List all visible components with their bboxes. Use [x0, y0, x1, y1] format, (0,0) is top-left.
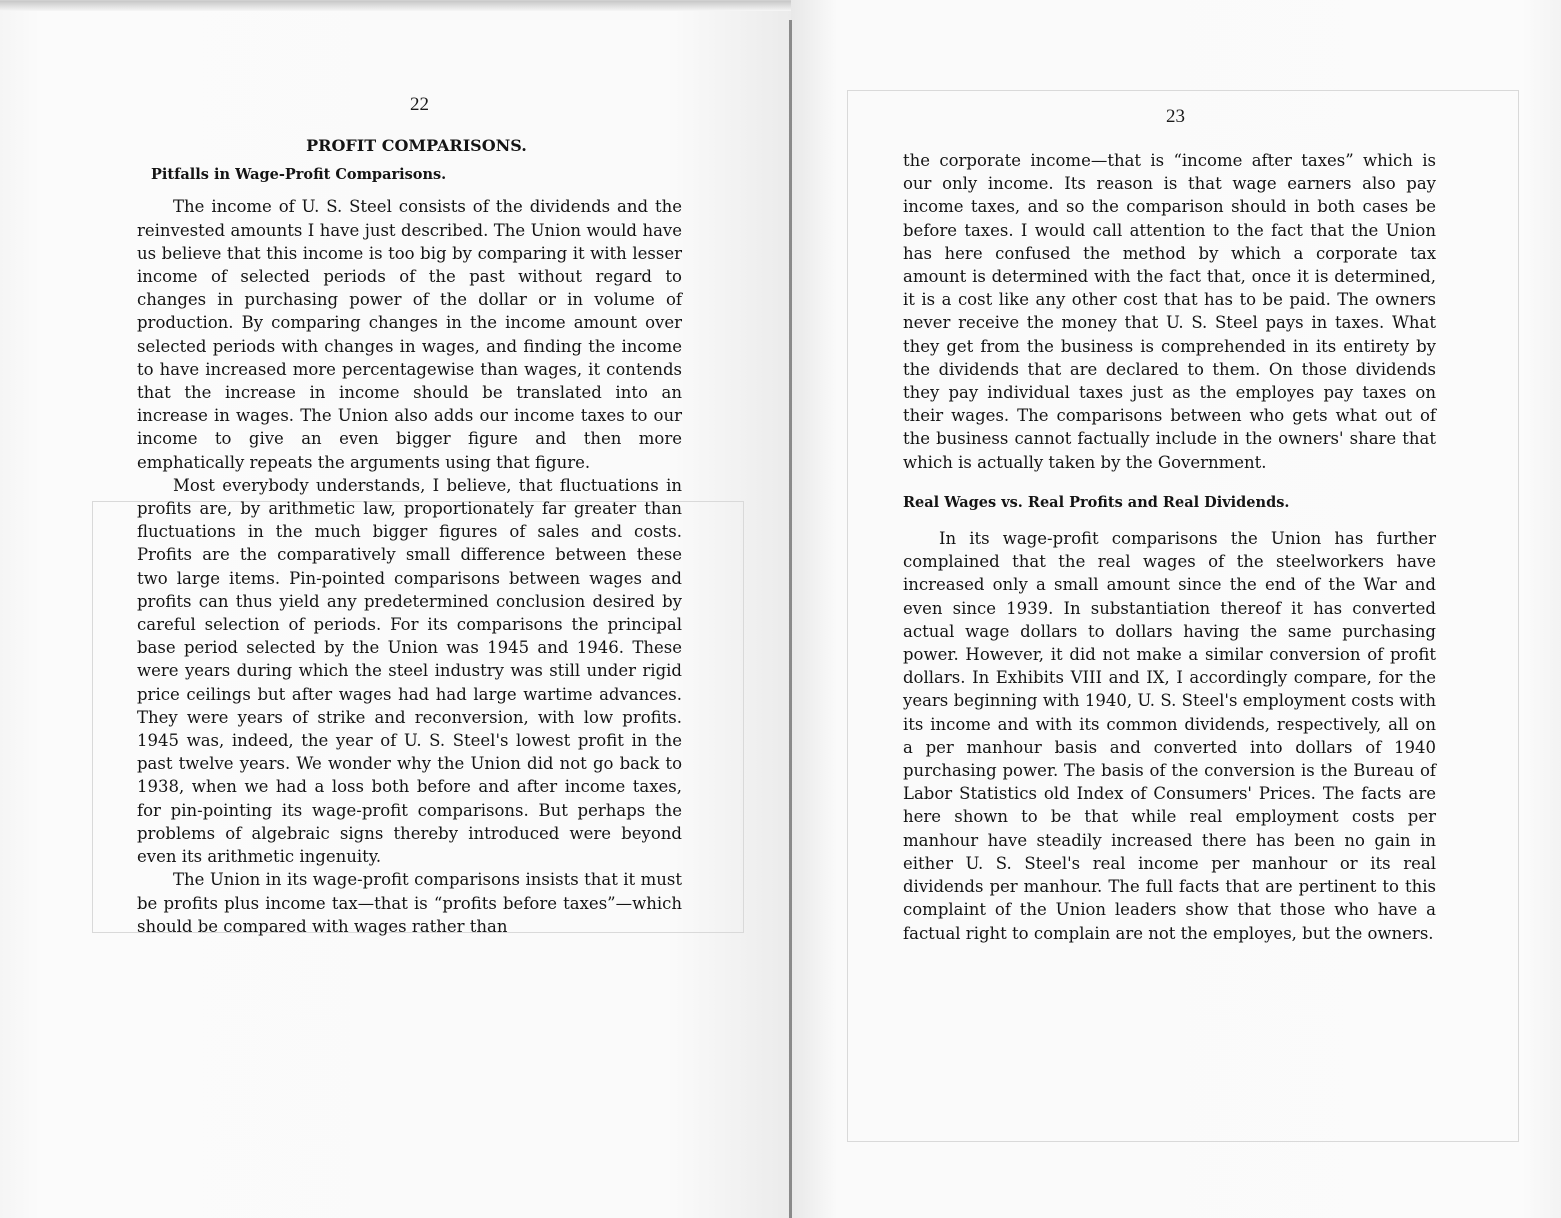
subsection-heading: Pitfalls in Wage-Profit Comparisons. [151, 166, 447, 184]
paragraph: the corporate income—that is “income after taxes” which is our only income. Its reason is that wage earners also pay income taxes, and so the comparison should in both cases be before taxes. I would call attention to the fact that the Union has here confused the method by which a corporate tax amount is determined with the fact that, once it is determined, it is a cost like any other cost that has to be paid. The owners never receive the money that U. S. Steel pays in taxes. What they get from the business is comprehended in its entirety by the dividends that are declared to them. On those dividends they pay individual taxes just as the employes pay taxes on their wages. The comparisons between who gets what out of the business cannot factually include in the owners' share that which is actually taken by the Government. [903, 151, 1436, 472]
binding-gutter [789, 20, 792, 1218]
page-top-edge [0, 1, 791, 11]
paragraph: In its wage-profit comparisons the Union has further complained that the real wages of the steelworkers have increased only a small amount since the end of the War and even since 1939. In substantiation thereof it has converted actual wage dollars to dollars having the same purchasing power. However, it did not make a similar conversion of profit dollars. In Exhibits VIII and IX, I accordingly compare, for the years beginning with 1940, U. S. Steel's employment costs with its income and with its common dividends, respectively, all on a per manhour basis and converted into dollars of 1940 purchasing power. The basis of the conversion is the Bureau of Labor Statistics old Index of Consumers' Prices. The facts are here shown to be that while real employment costs per manhour have steadily increased there has been no gain in either U. S. Steel's real income per manhour or its real dividends per manhour. The full facts that are pertinent to this complaint of the Union leaders show that those who have a factual right to complain are not the employes, but the owners. [903, 529, 1436, 943]
right-page [791, 0, 1561, 1218]
paragraph: Most everybody understands, I believe, that fluctuations in profits are, by arithmetic law, proportionately far greater than fluctuations in the much bigger figures of sales and costs. Profits are the comparatively small difference between these two large items. Pin-pointed comparisons between wages and profits can thus yield any predetermined conclusion desired by careful selection of periods. For its comparisons the principal base period selected by the Union was 1945 and 1946. These were years during which the steel industry was still under rigid price ceilings but after wages had had large wartime advances. They were years of strike and reconversion, with low profits. 1945 was, indeed, the year of U. S. Steel's lowest profit in the past twelve years. We wonder why the Union did not go back to 1938, when we had a loss both before and after income taxes, for pin-pointing its wage-profit comparisons. But perhaps the problems of algebraic signs thereby introduced were beyond even its arithmetic ingenuity. [137, 475, 682, 867]
paragraph: The income of U. S. Steel consists of the dividends and the reinvested amounts I have just described. The Union would have us believe that this income is too big by comparing it with lesser income of selected periods of the past without regard to changes in purchasing power of the dollar or in volume of production. By comparing changes in the income amount over selected periods with changes in wages, and finding the income to have increased more percentagewise than wages, it contends that the increase in income should be translated into an increase in wages. The Union also adds our income taxes to our income to give an even bigger figure and then more emphatically repeats the arguments using that figure. [137, 197, 682, 472]
subsection-heading: Real Wages vs. Real Profits and Real Dividends. [903, 493, 1290, 511]
page-number-left: 22 [410, 94, 429, 115]
page-number-right: 23 [1166, 106, 1185, 127]
right-text-column [903, 149, 1436, 945]
section-heading: PROFIT COMPARISONS. [306, 136, 527, 155]
left-text-column [137, 134, 682, 938]
paragraph: The Union in its wage-profit comparisons insists that it must be profits plus income tax—that is “profits before taxes”—which should be compared with wages rather than [137, 870, 682, 936]
